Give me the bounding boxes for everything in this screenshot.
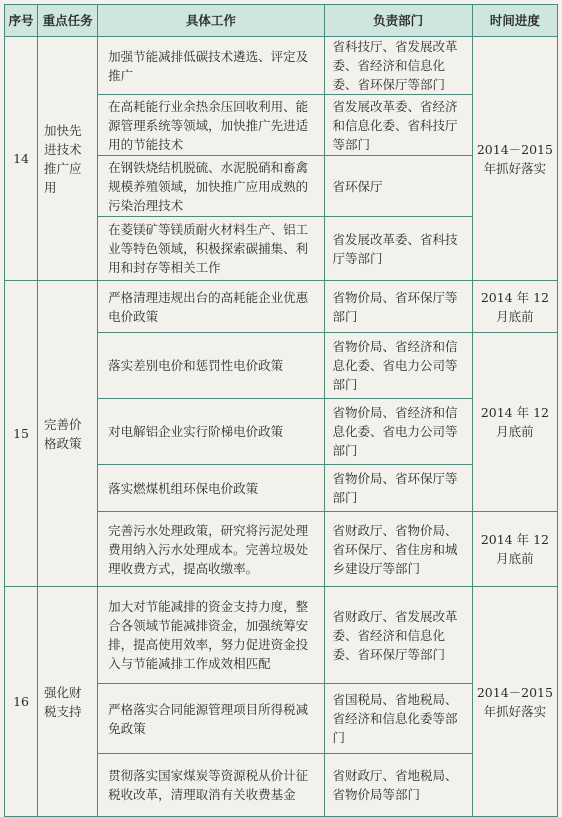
- work-item: 对电解铝企业实行阶梯电价政策: [98, 399, 324, 465]
- responsible-dept: 省科技厅、省发展改革委、省经济和信息化委、省环保厅等部门: [324, 37, 472, 95]
- time-schedule: 2014 年 12 月底前: [472, 281, 557, 333]
- responsible-dept: 省环保厅: [324, 156, 472, 217]
- responsible-dept: 省财政厅、省发展改革委、省经济和信息化委、省环保厅等部门: [324, 587, 472, 684]
- work-item: 加大对节能减排的资金支持力度，整合各领域节能减排资金，加强统筹安排，提高使用效率，努力促进资金投入与节能减排工作成效相匹配: [98, 587, 324, 684]
- work-item: 在钢铁烧结机脱硫、水泥脱硝和畜禽规模养殖领域，加快推广应用成熟的污染治理技术: [98, 156, 324, 217]
- responsible-dept: 省物价局、省环保厅等部门: [324, 465, 472, 512]
- document-page: [4, 4, 558, 802]
- table-row: [5, 37, 558, 95]
- time-schedule: 2014 年 12 月底前: [472, 333, 557, 512]
- work-item: 严格清理违规出台的高耗能企业优惠电价政策: [98, 281, 324, 333]
- work-item: 落实燃煤机组环保电价政策: [98, 465, 324, 512]
- table-header-row: [5, 5, 558, 37]
- task-table: [4, 4, 558, 817]
- responsible-dept: 省物价局、省环保厅等部门: [324, 281, 472, 333]
- work-item: 在高耗能行业余热余压回收利用、能源管理系统等领域，加快推广先进适用的节能技术: [98, 95, 324, 156]
- responsible-dept: 省物价局、省经济和信息化委、省电力公司等部门: [324, 399, 472, 465]
- work-item: 严格落实合同能源管理项目所得税减免政策: [98, 684, 324, 754]
- table-row: [5, 587, 558, 684]
- responsible-dept: 省财政厅、省物价局、省环保厅、省住房和城乡建设厅等部门: [324, 512, 472, 587]
- work-item: 落实差别电价和惩罚性电价政策: [98, 333, 324, 399]
- row-number: 15: [5, 281, 38, 587]
- responsible-dept: 省物价局、省经济和信息化委、省电力公司等部门: [324, 333, 472, 399]
- key-task: 强化财税支持: [38, 587, 98, 817]
- header-seq: 序号: [5, 5, 38, 37]
- header-task: 重点任务: [38, 5, 98, 37]
- key-task: 完善价格政策: [38, 281, 98, 587]
- row-number: 14: [5, 37, 38, 281]
- work-item: 加强节能减排低碳技术遴选、评定及推广: [98, 37, 324, 95]
- time-schedule: 2014－2015年抓好落实: [472, 37, 557, 281]
- responsible-dept: 省财政厅、省地税局、省物价局等部门: [324, 754, 472, 817]
- table-row: [5, 281, 558, 333]
- work-item: 贯彻落实国家煤炭等资源税从价计征税收改革，清理取消有关收费基金: [98, 754, 324, 817]
- header-dept: 负责部门: [324, 5, 472, 37]
- time-schedule: 2014 年 12 月底前: [472, 512, 557, 587]
- responsible-dept: 省发展改革委、省科技厅等部门: [324, 217, 472, 281]
- key-task: 加快先进技术推广应用: [38, 37, 98, 281]
- time-schedule: 2014－2015年抓好落实: [472, 587, 557, 817]
- work-item: 完善污水处理政策，研究将污泥处理费用纳入污水处理成本。完善垃圾处理收费方式，提高收缴率。: [98, 512, 324, 587]
- responsible-dept: 省发展改革委、省经济和信息化委、省科技厅等部门: [324, 95, 472, 156]
- responsible-dept: 省国税局、省地税局、省经济和信息化委等部门: [324, 684, 472, 754]
- work-item: 在菱镁矿等镁质耐火材料生产、铝工业等特色领域，积极探索碳捕集、利用和封存等相关工作: [98, 217, 324, 281]
- row-number: 16: [5, 587, 38, 817]
- header-time: 时间进度: [472, 5, 557, 37]
- header-work: 具体工作: [98, 5, 324, 37]
